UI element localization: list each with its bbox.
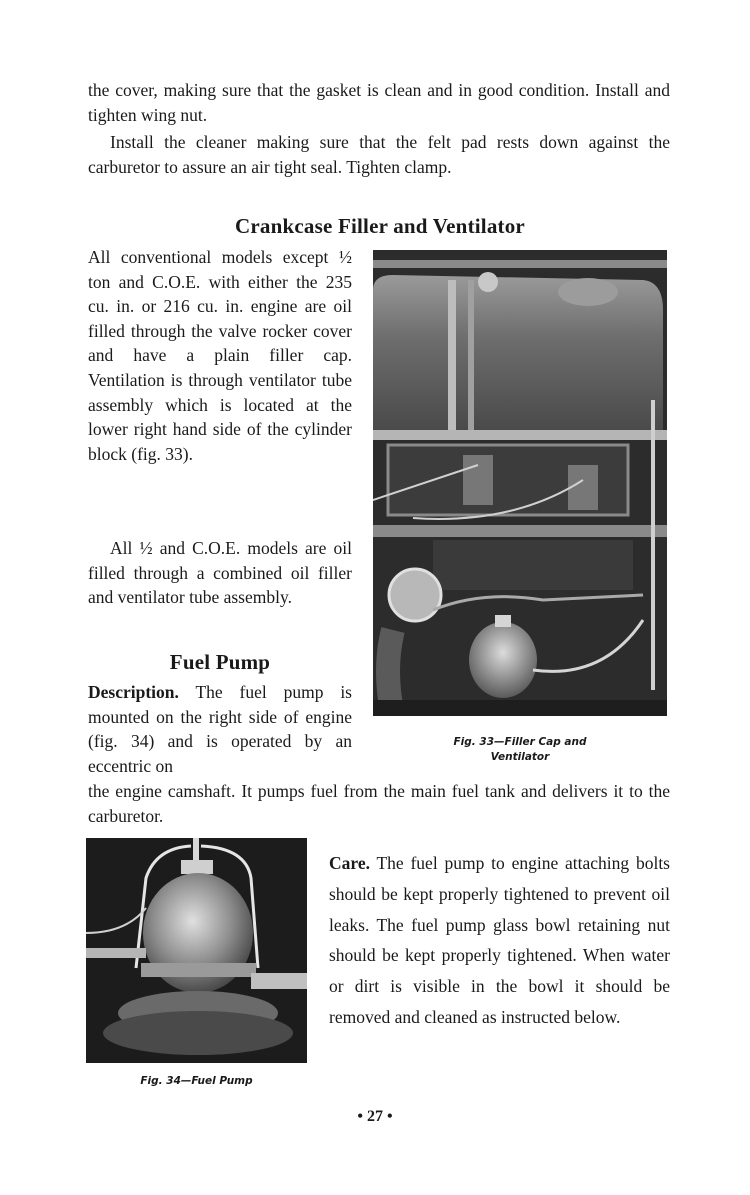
section-heading-crankcase: Crankcase Filler and Ventilator <box>235 214 525 238</box>
intro-paragraph-2: Install the cleaner making sure that the felt pad rests down against the carburetor to assure an air tight seal. Tighten clamp. <box>88 132 670 177</box>
figure-33-caption-line-1: Fig. 33—Filler Cap and <box>453 736 587 748</box>
description-label: Description. <box>88 682 179 702</box>
engine-photo-illustration <box>373 250 667 716</box>
figure-33-caption <box>400 735 640 765</box>
fuel-pump-description-narrow <box>88 680 352 778</box>
figure-34-caption: Fig. 34—Fuel Pump <box>140 1075 253 1087</box>
care-label: Care. <box>329 853 370 873</box>
section-heading-fuel-pump: Fuel Pump <box>169 650 271 674</box>
description-text-narrow: The fuel pump is mounted on the right side of engine (fig. 34) and is operated by an eccentric on <box>88 682 352 776</box>
crankcase-paragraph-1: All conventional models except ½ ton and C.O.E. with either the 235 cu. in. or 216 cu. in. engine are oil filled through the valve rocker cover and have a plain filler cap. Ventilation is through ventilator tube assembly which is located at the lower right hand side of the cylinder block (fig. 33). <box>88 247 352 464</box>
intro-paragraph-1: the cover, making sure that the gasket is clean and in good condition. Install and tighten wing nut. <box>88 80 670 125</box>
fuel-pump-description-wide: the engine camshaft. It pumps fuel from the main fuel tank and delivers it to the carburetor. <box>88 781 670 826</box>
figure-33-caption-line-2: Ventilator <box>490 751 550 763</box>
figure-34-photo <box>86 838 307 1063</box>
figure-33-photo <box>373 250 667 716</box>
fuel-pump-photo-illustration <box>86 838 307 1063</box>
page-number: • 27 • <box>357 1108 393 1125</box>
fuel-pump-care-paragraph <box>329 848 670 1033</box>
care-text: The fuel pump to engine attaching bolts should be kept properly tightened to prevent oil leaks. The fuel pump glass bowl retaining nut should be kept properly tightened. When water or dirt is visible in the bowl it should be removed and cleaned as instructed below. <box>329 853 670 1027</box>
crankcase-paragraph-2: All ½ and C.O.E. models are oil filled through a combined oil filler and ventilator tube assembly. <box>88 538 352 607</box>
